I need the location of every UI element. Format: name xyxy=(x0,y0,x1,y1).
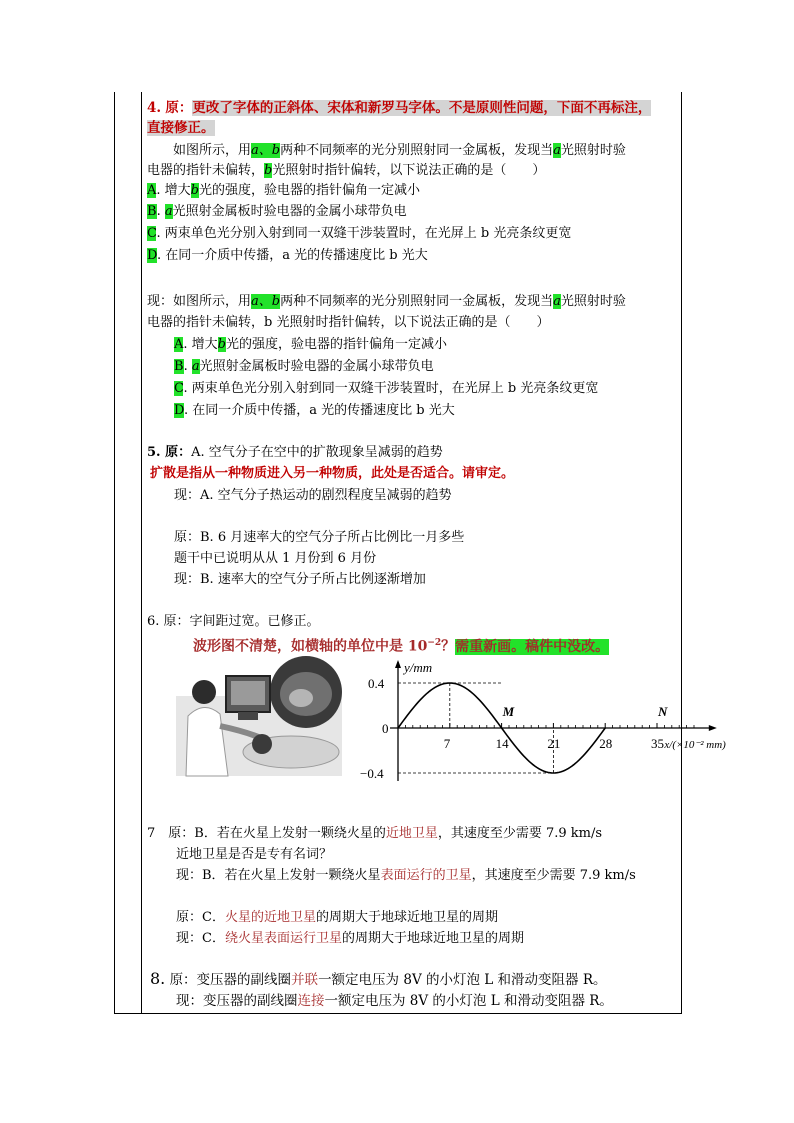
text: 原：变压器的副线圈 xyxy=(169,972,292,988)
text: 光照射时验 xyxy=(560,143,626,158)
text: . 在同一介质中传播，a 光的传播速度比 b 光大 xyxy=(156,248,428,263)
text: . 两束单色光分别入射到同一双缝干涉装置时，在光屏上 b 光亮条纹更宽 xyxy=(183,381,599,396)
point-label-M: M xyxy=(502,704,515,719)
text: 如图所示，用 xyxy=(173,143,252,158)
item5-orig-b xyxy=(174,529,464,547)
text: 光照射时验 xyxy=(560,294,626,309)
x-tick-label: 28 xyxy=(599,736,613,751)
text: 原：C． xyxy=(176,910,225,925)
text: 现：B．若在火星上发射一颗绕火星 xyxy=(176,868,381,883)
text: 光照射金属板时验电器的金属小球带负电 xyxy=(199,359,434,374)
table-left-cell xyxy=(114,92,142,1014)
option-label: B xyxy=(147,204,157,219)
table-bottom-border xyxy=(114,1013,682,1014)
item8-number: 8. xyxy=(150,969,166,988)
item5-note-a xyxy=(150,465,514,483)
text: ？ xyxy=(441,638,456,655)
y-axis-label: y/mm xyxy=(404,660,433,675)
y-tick-label: 0 xyxy=(382,721,389,736)
item4-note-2: 直接修正。 xyxy=(147,120,215,136)
text: 绕火星表面运行卫星 xyxy=(224,931,342,946)
text: . 增大 xyxy=(156,183,191,198)
item4-orig-option-b xyxy=(147,203,407,221)
option-label: C xyxy=(174,381,184,396)
waveform-chart xyxy=(358,650,726,781)
y-axis-arrow xyxy=(395,660,401,668)
text: 一额定电压为 8V 的小灯泡 L 和滑动变阻器 R。 xyxy=(318,972,607,988)
option-label: D xyxy=(147,248,157,263)
text: . xyxy=(183,359,192,374)
item4-orig-stem-line2 xyxy=(147,162,545,180)
text: 现：B. 速率大的空气分子所占比例逐渐增加 xyxy=(174,572,426,587)
text: 电器的指针未偏转，b 光照射时指针偏转，以下说法正确的是（ ） xyxy=(147,315,550,330)
text: 火星的近地卫星 xyxy=(224,910,316,925)
x-tick-label: 14 xyxy=(495,736,509,751)
x-tick-label: 21 xyxy=(547,736,561,751)
text: ，其速度至少需要 7.9 km/s xyxy=(437,826,603,841)
item5-new-b xyxy=(174,571,426,589)
item7-orig-c xyxy=(176,909,498,927)
item4-new-option-b xyxy=(174,358,434,376)
option-label: A xyxy=(174,337,184,352)
text: 表面运行的卫星 xyxy=(380,868,472,883)
item7-new-b xyxy=(176,867,636,885)
option-label: B xyxy=(174,359,184,374)
text: 光照射时指针偏转，以下说法正确的是（ ） xyxy=(272,163,546,178)
highlight: 需重新画。稿件中没改。 xyxy=(455,638,610,655)
item8-new xyxy=(176,992,613,1010)
text: 两种不同频率的光分别照射同一金属板，发现当 xyxy=(280,143,554,158)
x-axis-arrow xyxy=(709,725,717,731)
item4-orig-option-d xyxy=(147,247,428,265)
highlight: a xyxy=(553,143,561,158)
text: 两种不同频率的光分别照射同一金属板，发现当 xyxy=(280,294,554,309)
text: 6. 原：字间距过宽。已修正。 xyxy=(147,614,320,629)
text: 现：如图所示，用 xyxy=(147,294,252,309)
highlight: a、b xyxy=(251,294,281,309)
text: 现：A. 空气分子热运动的剧烈程度呈减弱的趋势 xyxy=(174,488,452,503)
item7-orig-b xyxy=(147,825,602,843)
item5-new-a xyxy=(174,487,452,505)
point-label-N: N xyxy=(658,704,668,719)
item4-header xyxy=(147,99,651,117)
text: 现：变压器的副线圈 xyxy=(176,993,298,1009)
text: 扩散是指从一种物质进入另一种物质，此处是否适合。请审定。 xyxy=(150,466,515,481)
text: 连接 xyxy=(297,993,325,1009)
text: 光的强度，验电器的指针偏角一定减小 xyxy=(198,183,420,198)
highlight: b xyxy=(190,183,199,198)
item4-number: 4. xyxy=(147,100,162,116)
text: 并联 xyxy=(291,972,319,988)
text: . xyxy=(156,204,165,219)
text: 的周期大于地球近地卫星的周期 xyxy=(341,931,524,946)
item4-new-stem-line2 xyxy=(147,314,549,332)
x-tick-label: 35 xyxy=(651,736,664,751)
text: 题干中已说明从从 1 月份到 6 月份 xyxy=(174,551,377,566)
text: 原：B. 6 月速率大的空气分子所占比例比一月多些 xyxy=(174,530,465,545)
text: 电器的指针未偏转， xyxy=(147,163,265,178)
highlight: a xyxy=(164,204,173,219)
item5-orig-a xyxy=(147,444,443,462)
text: . 在同一介质中传播，a 光的传播速度比 b 光大 xyxy=(183,403,455,418)
text: 光的强度，验电器的指针偏角一定减小 xyxy=(225,337,447,352)
ultrasound-photo xyxy=(176,656,342,776)
chart-plot-area xyxy=(360,660,726,781)
text: −2 xyxy=(427,638,442,648)
x-axis-label: x/(×10⁻² mm) xyxy=(664,739,726,751)
option-label: A xyxy=(147,183,157,198)
item6-line1 xyxy=(147,613,320,631)
text: ，其速度至少需要 7.9 km/s xyxy=(471,868,636,883)
highlight: b xyxy=(264,163,273,178)
item5-label: 5. 原： xyxy=(147,445,192,460)
item4-new-stem-line1 xyxy=(147,293,626,311)
text: . 增大 xyxy=(183,337,218,352)
highlight: a xyxy=(553,294,561,309)
text: 光照射金属板时验电器的金属小球带负电 xyxy=(172,204,407,219)
text: 一额定电压为 8V 的小灯泡 L 和滑动变阻器 R。 xyxy=(324,993,613,1009)
y-tick-label: 0.4 xyxy=(368,676,385,691)
item4-header-2 xyxy=(147,119,215,137)
text: . 两束单色光分别入射到同一双缝干涉装置时，在光屏上 b 光亮条纹更宽 xyxy=(156,226,572,241)
highlight: a、b xyxy=(251,143,281,158)
text: A. 空气分子在空中的扩散现象呈减弱的趋势 xyxy=(191,445,443,460)
text: 近地卫星是否是专有名词？ xyxy=(176,847,333,862)
item4-note-1: 更改了字体的正斜体、宋体和新罗马字体。不是原则性问题，下面不再标注， xyxy=(192,100,652,116)
item4-new-option-c xyxy=(174,380,598,398)
highlight: b xyxy=(217,337,226,352)
x-tick-label: 7 xyxy=(443,736,451,751)
item4-new-option-d xyxy=(174,402,455,420)
highlight: a xyxy=(191,359,200,374)
item4-orig-option-c xyxy=(147,225,571,243)
text: 7 原：B．若在火星上发射一颗绕火星的 xyxy=(147,826,386,841)
item7-new-c xyxy=(176,930,524,948)
item4-orig-label: 原： xyxy=(165,100,193,116)
item4-orig-stem-line1 xyxy=(173,142,626,160)
option-label: D xyxy=(174,403,184,418)
item8-orig xyxy=(150,970,607,989)
text: 的周期大于地球近地卫星的周期 xyxy=(315,910,498,925)
item4-new-option-a xyxy=(174,336,447,354)
text: 现：C． xyxy=(176,931,225,946)
y-tick-label: −0.4 xyxy=(360,766,384,781)
text: 波形图不清楚，如横轴的单位中是 10 xyxy=(193,638,428,655)
item5-note-b xyxy=(174,550,376,568)
option-label: C xyxy=(147,226,157,241)
item7-note xyxy=(176,846,332,864)
item4-orig-option-a xyxy=(147,182,420,200)
text: 近地卫星 xyxy=(385,826,438,841)
